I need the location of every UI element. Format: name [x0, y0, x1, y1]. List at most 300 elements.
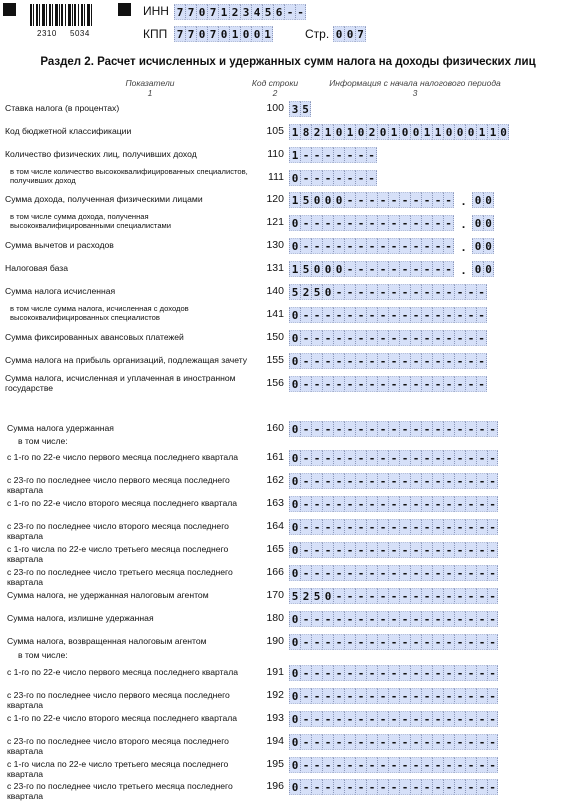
- decimal-field-121[interactable]: [472, 215, 494, 231]
- digit-cell: -: [366, 192, 377, 208]
- digit-cell: -: [355, 147, 366, 163]
- line-code-164: 164: [266, 520, 284, 532]
- digit-cell: -: [300, 519, 311, 535]
- value-field-180[interactable]: [289, 611, 498, 627]
- digit-cell: -: [443, 376, 454, 392]
- digit-cell: 0: [289, 734, 300, 750]
- value-field-100[interactable]: [289, 101, 311, 117]
- digit-cell: -: [322, 473, 333, 489]
- digit-cell: -: [443, 519, 454, 535]
- digit-cell: -: [344, 450, 355, 466]
- digit-cell: -: [366, 421, 377, 437]
- digit-cell: -: [377, 588, 388, 604]
- row-label-155: Сумма налога на прибыль организаций, подлежащая зачету: [5, 355, 248, 365]
- digit-cell: -: [443, 238, 454, 254]
- digit-cell: -: [487, 588, 498, 604]
- digit-cell: -: [388, 450, 399, 466]
- line-code-195: 195: [266, 758, 284, 770]
- digit-cell: -: [454, 634, 465, 650]
- digit-cell: 0: [472, 261, 483, 277]
- digit-cell: -: [311, 565, 322, 581]
- digit-cell: -: [344, 665, 355, 681]
- digit-cell: 0: [472, 238, 483, 254]
- digit-cell: -: [333, 284, 344, 300]
- digit-cell: -: [443, 734, 454, 750]
- line-code-192: 192: [266, 689, 284, 701]
- digit-cell: -: [300, 421, 311, 437]
- digit-cell: -: [366, 170, 377, 186]
- digit-cell: -: [432, 473, 443, 489]
- digit-cell: -: [388, 542, 399, 558]
- digit-cell: -: [366, 496, 377, 512]
- digit-cell: -: [399, 611, 410, 627]
- digit-cell: -: [410, 215, 421, 231]
- digit-cell: -: [465, 421, 476, 437]
- value-field-131[interactable]: [289, 261, 454, 277]
- line-code-100: 100: [266, 102, 284, 114]
- decimal-field-130[interactable]: [472, 238, 494, 254]
- digit-cell: -: [333, 665, 344, 681]
- digit-cell: -: [432, 238, 443, 254]
- digit-cell: 2: [366, 124, 377, 140]
- digit-cell: -: [443, 634, 454, 650]
- value-field-191[interactable]: [289, 665, 498, 681]
- digit-cell: -: [333, 147, 344, 163]
- digit-cell: -: [388, 238, 399, 254]
- digit-cell: -: [322, 307, 333, 323]
- digit-cell: -: [454, 734, 465, 750]
- digit-cell: -: [487, 519, 498, 535]
- digit-cell: -: [300, 711, 311, 727]
- digit-cell: -: [421, 588, 432, 604]
- digit-cell: -: [355, 261, 366, 277]
- digit-cell: -: [322, 238, 333, 254]
- digit-cell: -: [333, 421, 344, 437]
- digit-cell: -: [421, 611, 432, 627]
- digit-cell: -: [344, 307, 355, 323]
- digit-cell: -: [410, 496, 421, 512]
- digit-cell: -: [355, 711, 366, 727]
- digit-cell: -: [410, 688, 421, 704]
- digit-cell: -: [476, 473, 487, 489]
- digit-cell: -: [399, 421, 410, 437]
- value-field-105[interactable]: [289, 124, 509, 140]
- digit-cell: -: [300, 307, 311, 323]
- digit-cell: -: [421, 238, 432, 254]
- digit-cell: -: [300, 376, 311, 392]
- line-code-140: 140: [266, 285, 284, 297]
- digit-cell: -: [300, 611, 311, 627]
- digit-cell: -: [322, 421, 333, 437]
- value-field-165[interactable]: [289, 542, 498, 558]
- digit-cell: -: [322, 496, 333, 512]
- digit-cell: -: [284, 4, 295, 20]
- digit-cell: -: [388, 284, 399, 300]
- digit-cell: -: [465, 353, 476, 369]
- digit-cell: 0: [483, 261, 494, 277]
- digit-cell: -: [344, 421, 355, 437]
- digit-cell: 5: [289, 284, 300, 300]
- kpp-field[interactable]: [174, 26, 273, 42]
- decimal-separator: .: [461, 263, 466, 277]
- digit-cell: 0: [240, 26, 251, 42]
- digit-cell: -: [388, 519, 399, 535]
- value-field-160[interactable]: [289, 421, 498, 437]
- digit-cell: -: [476, 421, 487, 437]
- digit-cell: -: [377, 634, 388, 650]
- value-field-130[interactable]: [289, 238, 454, 254]
- digit-cell: -: [399, 665, 410, 681]
- digit-cell: 0: [289, 565, 300, 581]
- digit-cell: -: [454, 542, 465, 558]
- digit-cell: -: [355, 170, 366, 186]
- digit-cell: -: [399, 215, 410, 231]
- value-field-170[interactable]: [289, 588, 498, 604]
- digit-cell: -: [300, 473, 311, 489]
- digit-cell: -: [454, 473, 465, 489]
- digit-cell: -: [366, 779, 377, 795]
- value-field-111[interactable]: [289, 170, 377, 186]
- row-label-195: с 1-го числа по 22-е число третьего месяца последнего квартала: [7, 759, 229, 779]
- barcode-image: [30, 4, 92, 32]
- digit-cell: 0: [289, 238, 300, 254]
- digit-cell: -: [344, 688, 355, 704]
- value-field-193[interactable]: [289, 711, 498, 727]
- digit-cell: -: [465, 519, 476, 535]
- row-label-100: Ставка налога (в процентах): [5, 103, 120, 113]
- digit-cell: -: [410, 519, 421, 535]
- digit-cell: -: [333, 565, 344, 581]
- digit-cell: 5: [311, 588, 322, 604]
- digit-cell: -: [487, 634, 498, 650]
- value-field-166[interactable]: [289, 565, 498, 581]
- digit-cell: -: [355, 376, 366, 392]
- digit-cell: -: [311, 542, 322, 558]
- digit-cell: -: [311, 779, 322, 795]
- decimal-field-131[interactable]: [472, 261, 494, 277]
- digit-cell: -: [377, 757, 388, 773]
- row-label-140: Сумма налога исчисленная: [5, 286, 116, 296]
- digit-cell: -: [476, 450, 487, 466]
- digit-cell: 1: [289, 261, 300, 277]
- digit-cell: -: [465, 779, 476, 795]
- digit-cell: -: [355, 307, 366, 323]
- value-field-156[interactable]: [289, 376, 487, 392]
- digit-cell: -: [443, 261, 454, 277]
- digit-cell: 0: [289, 307, 300, 323]
- digit-cell: -: [421, 284, 432, 300]
- digit-cell: -: [300, 757, 311, 773]
- digit-cell: -: [311, 688, 322, 704]
- digit-cell: -: [377, 307, 388, 323]
- digit-cell: -: [322, 215, 333, 231]
- digit-cell: -: [388, 307, 399, 323]
- digit-cell: -: [399, 450, 410, 466]
- digit-cell: 0: [251, 26, 262, 42]
- digit-cell: -: [410, 588, 421, 604]
- digit-cell: -: [388, 688, 399, 704]
- digit-cell: -: [377, 215, 388, 231]
- digit-cell: -: [443, 330, 454, 346]
- digit-cell: -: [465, 711, 476, 727]
- digit-cell: -: [487, 734, 498, 750]
- digit-cell: -: [388, 261, 399, 277]
- digit-cell: -: [344, 353, 355, 369]
- value-field-194[interactable]: [289, 734, 498, 750]
- digit-cell: -: [311, 307, 322, 323]
- digit-cell: 0: [322, 192, 333, 208]
- value-field-163[interactable]: [289, 496, 498, 512]
- digit-cell: -: [476, 376, 487, 392]
- digit-cell: 1: [289, 147, 300, 163]
- value-field-190[interactable]: [289, 634, 498, 650]
- line-code-141: 141: [266, 308, 284, 320]
- page-number-field[interactable]: [333, 26, 366, 42]
- line-code-194: 194: [266, 735, 284, 747]
- digit-cell: -: [487, 688, 498, 704]
- digit-cell: -: [377, 421, 388, 437]
- value-field-140[interactable]: [289, 284, 487, 300]
- digit-cell: -: [388, 353, 399, 369]
- digit-cell: 1: [421, 124, 432, 140]
- digit-cell: -: [465, 284, 476, 300]
- value-field-162[interactable]: [289, 473, 498, 489]
- digit-cell: -: [388, 421, 399, 437]
- digit-cell: -: [377, 330, 388, 346]
- digit-cell: -: [399, 734, 410, 750]
- digit-cell: -: [355, 634, 366, 650]
- digit-cell: -: [465, 330, 476, 346]
- digit-cell: -: [410, 307, 421, 323]
- digit-cell: -: [355, 565, 366, 581]
- line-code-111: 111: [268, 171, 284, 183]
- value-field-155[interactable]: [289, 353, 487, 369]
- digit-cell: 0: [483, 238, 494, 254]
- digit-cell: -: [410, 711, 421, 727]
- row-label-193: с 1-го по 22-е число второго месяца последнего квартала: [7, 713, 238, 723]
- digit-cell: -: [311, 450, 322, 466]
- value-field-120[interactable]: [289, 192, 454, 208]
- row-label-190: Сумма налога, возвращенная налоговым агентом: [7, 636, 207, 646]
- digit-cell: -: [333, 634, 344, 650]
- digit-cell: -: [487, 421, 498, 437]
- digit-cell: -: [366, 376, 377, 392]
- digit-cell: 0: [377, 124, 388, 140]
- digit-cell: -: [476, 542, 487, 558]
- digit-cell: -: [465, 611, 476, 627]
- line-code-155: 155: [266, 354, 284, 366]
- digit-cell: -: [333, 170, 344, 186]
- digit-cell: -: [322, 519, 333, 535]
- digit-cell: -: [344, 519, 355, 535]
- digit-cell: -: [333, 330, 344, 346]
- digit-cell: -: [465, 734, 476, 750]
- digit-cell: 0: [196, 4, 207, 20]
- digit-cell: -: [443, 688, 454, 704]
- line-code-130: 130: [266, 239, 284, 251]
- digit-cell: -: [344, 473, 355, 489]
- digit-cell: -: [333, 215, 344, 231]
- digit-cell: 5: [300, 261, 311, 277]
- digit-cell: -: [300, 565, 311, 581]
- digit-cell: -: [421, 542, 432, 558]
- digit-cell: -: [388, 711, 399, 727]
- digit-cell: -: [399, 711, 410, 727]
- digit-cell: -: [366, 688, 377, 704]
- digit-cell: -: [300, 688, 311, 704]
- row-label-180: Сумма налога, излишне удержанная: [7, 613, 154, 623]
- value-field-121[interactable]: [289, 215, 454, 231]
- digit-cell: -: [487, 711, 498, 727]
- digit-cell: -: [454, 284, 465, 300]
- digit-cell: 0: [483, 192, 494, 208]
- digit-cell: -: [333, 779, 344, 795]
- digit-cell: 2: [311, 124, 322, 140]
- digit-cell: -: [366, 588, 377, 604]
- digit-cell: -: [344, 376, 355, 392]
- digit-cell: -: [344, 779, 355, 795]
- row-label-including: в том числе:: [18, 436, 68, 446]
- digit-cell: -: [465, 542, 476, 558]
- digit-cell: -: [333, 588, 344, 604]
- line-code-193: 193: [266, 712, 284, 724]
- digit-cell: -: [443, 450, 454, 466]
- digit-cell: 0: [443, 124, 454, 140]
- digit-cell: -: [476, 688, 487, 704]
- digit-cell: -: [388, 588, 399, 604]
- line-code-150: 150: [266, 331, 284, 343]
- digit-cell: 0: [289, 519, 300, 535]
- digit-cell: -: [465, 307, 476, 323]
- digit-cell: -: [399, 238, 410, 254]
- digit-cell: -: [399, 307, 410, 323]
- value-field-196[interactable]: [289, 779, 498, 795]
- line-code-110: 110: [267, 148, 284, 160]
- digit-cell: -: [454, 450, 465, 466]
- digit-cell: 7: [355, 26, 366, 42]
- digit-cell: 1: [388, 124, 399, 140]
- value-field-192[interactable]: [289, 688, 498, 704]
- digit-cell: -: [355, 450, 366, 466]
- digit-cell: -: [366, 284, 377, 300]
- digit-cell: -: [333, 757, 344, 773]
- row-label-156: Сумма налога, исчисленная и уплаченная в иностранном государстве: [5, 373, 236, 393]
- digit-cell: -: [421, 519, 432, 535]
- digit-cell: -: [355, 779, 366, 795]
- line-code-105: 105: [266, 125, 284, 137]
- digit-cell: -: [344, 170, 355, 186]
- digit-cell: -: [355, 421, 366, 437]
- digit-cell: -: [377, 734, 388, 750]
- digit-cell: -: [432, 421, 443, 437]
- digit-cell: -: [399, 330, 410, 346]
- digit-cell: 1: [262, 26, 273, 42]
- digit-cell: -: [454, 711, 465, 727]
- digit-cell: -: [465, 473, 476, 489]
- digit-cell: -: [399, 688, 410, 704]
- digit-cell: -: [432, 376, 443, 392]
- digit-cell: 0: [322, 261, 333, 277]
- digit-cell: -: [377, 496, 388, 512]
- digit-cell: 0: [454, 124, 465, 140]
- value-field-164[interactable]: [289, 519, 498, 535]
- digit-cell: -: [476, 734, 487, 750]
- row-label-170: Сумма налога, не удержанная налоговым агентом: [7, 590, 209, 600]
- digit-cell: -: [355, 734, 366, 750]
- digit-cell: 0: [289, 688, 300, 704]
- line-code-156: 156: [266, 377, 284, 389]
- digit-cell: -: [432, 192, 443, 208]
- digit-cell: -: [432, 307, 443, 323]
- digit-cell: -: [300, 734, 311, 750]
- digit-cell: -: [322, 147, 333, 163]
- digit-cell: -: [300, 542, 311, 558]
- line-code-160: 160: [266, 422, 284, 434]
- digit-cell: -: [333, 542, 344, 558]
- digit-cell: -: [344, 542, 355, 558]
- digit-cell: 5: [311, 284, 322, 300]
- inn-label: ИНН: [143, 4, 169, 18]
- value-field-161[interactable]: [289, 450, 498, 466]
- digit-cell: -: [443, 284, 454, 300]
- digit-cell: -: [454, 757, 465, 773]
- digit-cell: -: [300, 496, 311, 512]
- decimal-separator: .: [461, 217, 466, 231]
- digit-cell: 6: [273, 4, 284, 20]
- digit-cell: -: [465, 496, 476, 512]
- digit-cell: 0: [289, 353, 300, 369]
- digit-cell: 2: [300, 588, 311, 604]
- digit-cell: -: [476, 353, 487, 369]
- line-code-121: 121: [266, 216, 284, 228]
- digit-cell: 0: [289, 542, 300, 558]
- digit-cell: -: [322, 634, 333, 650]
- digit-cell: -: [421, 634, 432, 650]
- digit-cell: -: [311, 519, 322, 535]
- digit-cell: -: [454, 421, 465, 437]
- digit-cell: -: [355, 688, 366, 704]
- digit-cell: -: [465, 634, 476, 650]
- digit-cell: -: [300, 665, 311, 681]
- digit-cell: -: [311, 421, 322, 437]
- digit-cell: -: [377, 353, 388, 369]
- digit-cell: -: [443, 192, 454, 208]
- digit-cell: -: [311, 665, 322, 681]
- digit-cell: -: [311, 330, 322, 346]
- digit-cell: -: [454, 353, 465, 369]
- decimal-field-120[interactable]: [472, 192, 494, 208]
- digit-cell: -: [476, 519, 487, 535]
- corner-marker-right: [118, 3, 131, 16]
- digit-cell: 0: [289, 711, 300, 727]
- value-field-141[interactable]: [289, 307, 487, 323]
- digit-cell: -: [333, 238, 344, 254]
- value-field-150[interactable]: [289, 330, 487, 346]
- digit-cell: -: [388, 192, 399, 208]
- digit-cell: -: [410, 192, 421, 208]
- column-header-period-info: Информация с начала налогового периода: [329, 78, 501, 88]
- kpp-label: КПП: [143, 27, 168, 41]
- digit-cell: -: [421, 261, 432, 277]
- value-field-195[interactable]: [289, 757, 498, 773]
- digit-cell: -: [443, 421, 454, 437]
- inn-field[interactable]: [174, 4, 306, 20]
- digit-cell: -: [454, 376, 465, 392]
- digit-cell: -: [454, 565, 465, 581]
- digit-cell: -: [322, 757, 333, 773]
- value-field-110[interactable]: [289, 147, 377, 163]
- digit-cell: -: [366, 611, 377, 627]
